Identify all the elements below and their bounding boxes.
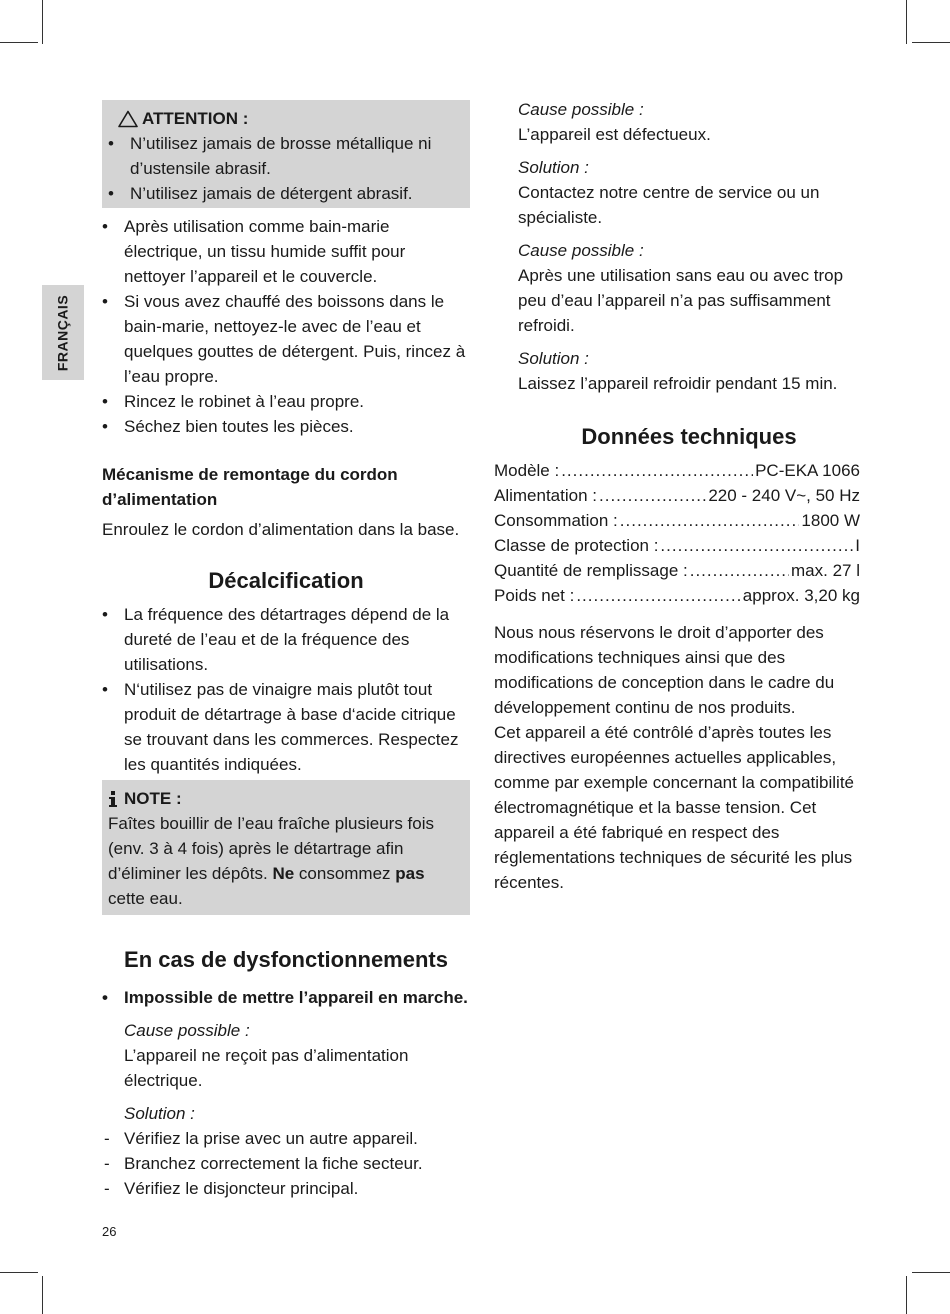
- spec-row: [494, 508, 860, 533]
- attention-box: [102, 100, 470, 208]
- spec-value: max. 27 l: [791, 561, 860, 580]
- attention-list: [108, 131, 464, 206]
- spec-value: 220 - 240 V~, 50 Hz: [708, 486, 860, 505]
- solution-label: Solution :: [518, 158, 589, 177]
- spec-label: Alimentation :: [494, 486, 597, 505]
- spec-label: Consommation :: [494, 511, 618, 530]
- spec-value: I: [855, 536, 860, 555]
- page-number: 26: [102, 1224, 117, 1239]
- spec-leader: [690, 558, 789, 583]
- warning-triangle-icon: [118, 110, 138, 128]
- list-item: - Vérifiez le disjoncteur principal.: [102, 1176, 470, 1201]
- tech-paragraph: Cet appareil a été contrôlé d’après toutes les directives européennes actuelles applicables, comme par exemple concernant la compatibilité électromagnétique et la basse tension. Cet appareil a été fabriqué en respect des réglementations techniques de sécurité les plus récentes.: [494, 723, 855, 892]
- cause-label: Cause possible :: [518, 100, 644, 119]
- solution-text: Laissez l’appareil refroidir pendant 15 min.: [518, 374, 838, 393]
- spec-row: [494, 583, 860, 608]
- spec-value: 1800 W: [801, 511, 860, 530]
- cord-text: Enroulez le cordon d’alimentation dans la base.: [102, 520, 460, 539]
- note-text-part: consommez: [298, 864, 391, 883]
- language-tab: [42, 285, 84, 380]
- list-item: - Branchez correctement la fiche secteur.: [102, 1151, 470, 1176]
- cause-text: L’appareil est défectueux.: [518, 125, 711, 144]
- malfunction-heading: En cas de dysfonctionnements: [124, 947, 448, 972]
- cause-text: Après une utilisation sans eau ou avec trop peu d’eau l’appareil n’a pas suffisamment refroidi.: [518, 266, 844, 335]
- attention-title: [108, 106, 464, 131]
- list-item: • N’utilisez jamais de détergent abrasif.: [108, 181, 464, 206]
- spec-row: [494, 483, 860, 508]
- solution-list: [102, 1126, 470, 1201]
- spec-leader: [660, 533, 853, 558]
- list-item: • Séchez bien toutes les pièces.: [102, 414, 470, 439]
- attention-title-text: ATTENTION :: [142, 109, 249, 128]
- note-text-part: cette eau.: [108, 889, 183, 908]
- cause-label: Cause possible :: [124, 1021, 250, 1040]
- crop-mark: [906, 1276, 907, 1314]
- spec-label: Poids net :: [494, 586, 575, 605]
- descaling-heading: Décalcification: [208, 568, 364, 593]
- spec-leader: [620, 508, 800, 533]
- tech-paragraph: Nous nous réservons le droit d’apporter des modifications techniques ainsi que des modifications de conception dans le cadre du développement continu de nos produits.: [494, 623, 835, 717]
- solution-label: Solution :: [124, 1104, 195, 1123]
- note-box: [102, 780, 470, 915]
- malfunction-problem: • Impossible de mettre l’appareil en marche.: [102, 985, 470, 1010]
- spec-row: [494, 458, 860, 483]
- cause-text: L’appareil ne reçoit pas d’alimentation électrique.: [124, 1046, 409, 1090]
- crop-mark: [0, 42, 38, 43]
- list-item: • N’utilisez jamais de brosse métallique ni d’ustensile abrasif.: [108, 131, 464, 181]
- spec-label: Modèle :: [494, 461, 560, 480]
- crop-mark: [42, 0, 43, 44]
- tech-heading: Données techniques: [581, 424, 797, 449]
- crop-mark: [906, 0, 907, 44]
- right-column: [494, 97, 860, 895]
- list-item: • Après utilisation comme bain-marie électrique, un tissu humide suffit pour nettoyer l’appareil et le couvercle.: [102, 214, 470, 289]
- descaling-list: [102, 602, 470, 777]
- crop-mark: [0, 1272, 38, 1273]
- malfunction-details: [102, 1018, 470, 1126]
- spec-row: [494, 558, 860, 583]
- list-item: • La fréquence des détartrages dépend de la dureté de l’eau et de la fréquence des utilisations.: [102, 602, 470, 677]
- info-icon: [108, 790, 118, 808]
- cause-label: Cause possible :: [518, 241, 644, 260]
- list-item: • N‘utilisez pas de vinaigre mais plutôt tout produit de détartrage à base d‘acide citrique se trouvant dans les commerces. Respectez les quantités indiquées.: [102, 677, 470, 777]
- note-title-text: NOTE :: [124, 789, 182, 808]
- spec-leader: [576, 583, 740, 608]
- note-text: [108, 811, 464, 911]
- note-title: [108, 786, 464, 811]
- spec-leader: [599, 483, 706, 508]
- list-item: - Vérifiez la prise avec un autre appareil.: [102, 1126, 470, 1151]
- note-bold-part: pas: [395, 864, 425, 883]
- crop-mark: [42, 1276, 43, 1314]
- left-column: [102, 100, 470, 1201]
- note-text-part: Faîtes bouillir de l’eau fraîche plusieurs fois (env. 3 à 4 fois) après le détartrage afin d’éliminer les dépôts.: [108, 814, 434, 883]
- malfunction-list: [102, 985, 470, 1010]
- list-item: • Rincez le robinet à l’eau propre.: [102, 389, 470, 414]
- spec-label: Quantité de remplissage :: [494, 561, 688, 580]
- solution-text: Contactez notre centre de service ou un spécialiste.: [518, 183, 820, 227]
- note-bold-part: Ne: [272, 864, 295, 883]
- cord-heading: Mécanisme de remontage du cordon d’alimentation: [102, 465, 398, 509]
- solution-label: Solution :: [518, 349, 589, 368]
- cleaning-list: [102, 214, 470, 439]
- spec-value: PC-EKA 1066: [755, 461, 860, 480]
- spec-label: Classe de protection :: [494, 536, 659, 555]
- spec-value: approx. 3,20 kg: [742, 586, 860, 605]
- crop-mark: [912, 1272, 950, 1273]
- language-tab-label: FRANÇAIS: [54, 294, 71, 371]
- spec-leader: [561, 458, 753, 483]
- crop-mark: [912, 42, 950, 43]
- spec-table: [494, 458, 860, 608]
- right-causes: [494, 97, 860, 396]
- spec-row: [494, 533, 860, 558]
- list-item: • Si vous avez chauffé des boissons dans le bain-marie, nettoyez-le avec de l’eau et quelques gouttes de détergent. Puis, rincez à l’eau propre.: [102, 289, 470, 389]
